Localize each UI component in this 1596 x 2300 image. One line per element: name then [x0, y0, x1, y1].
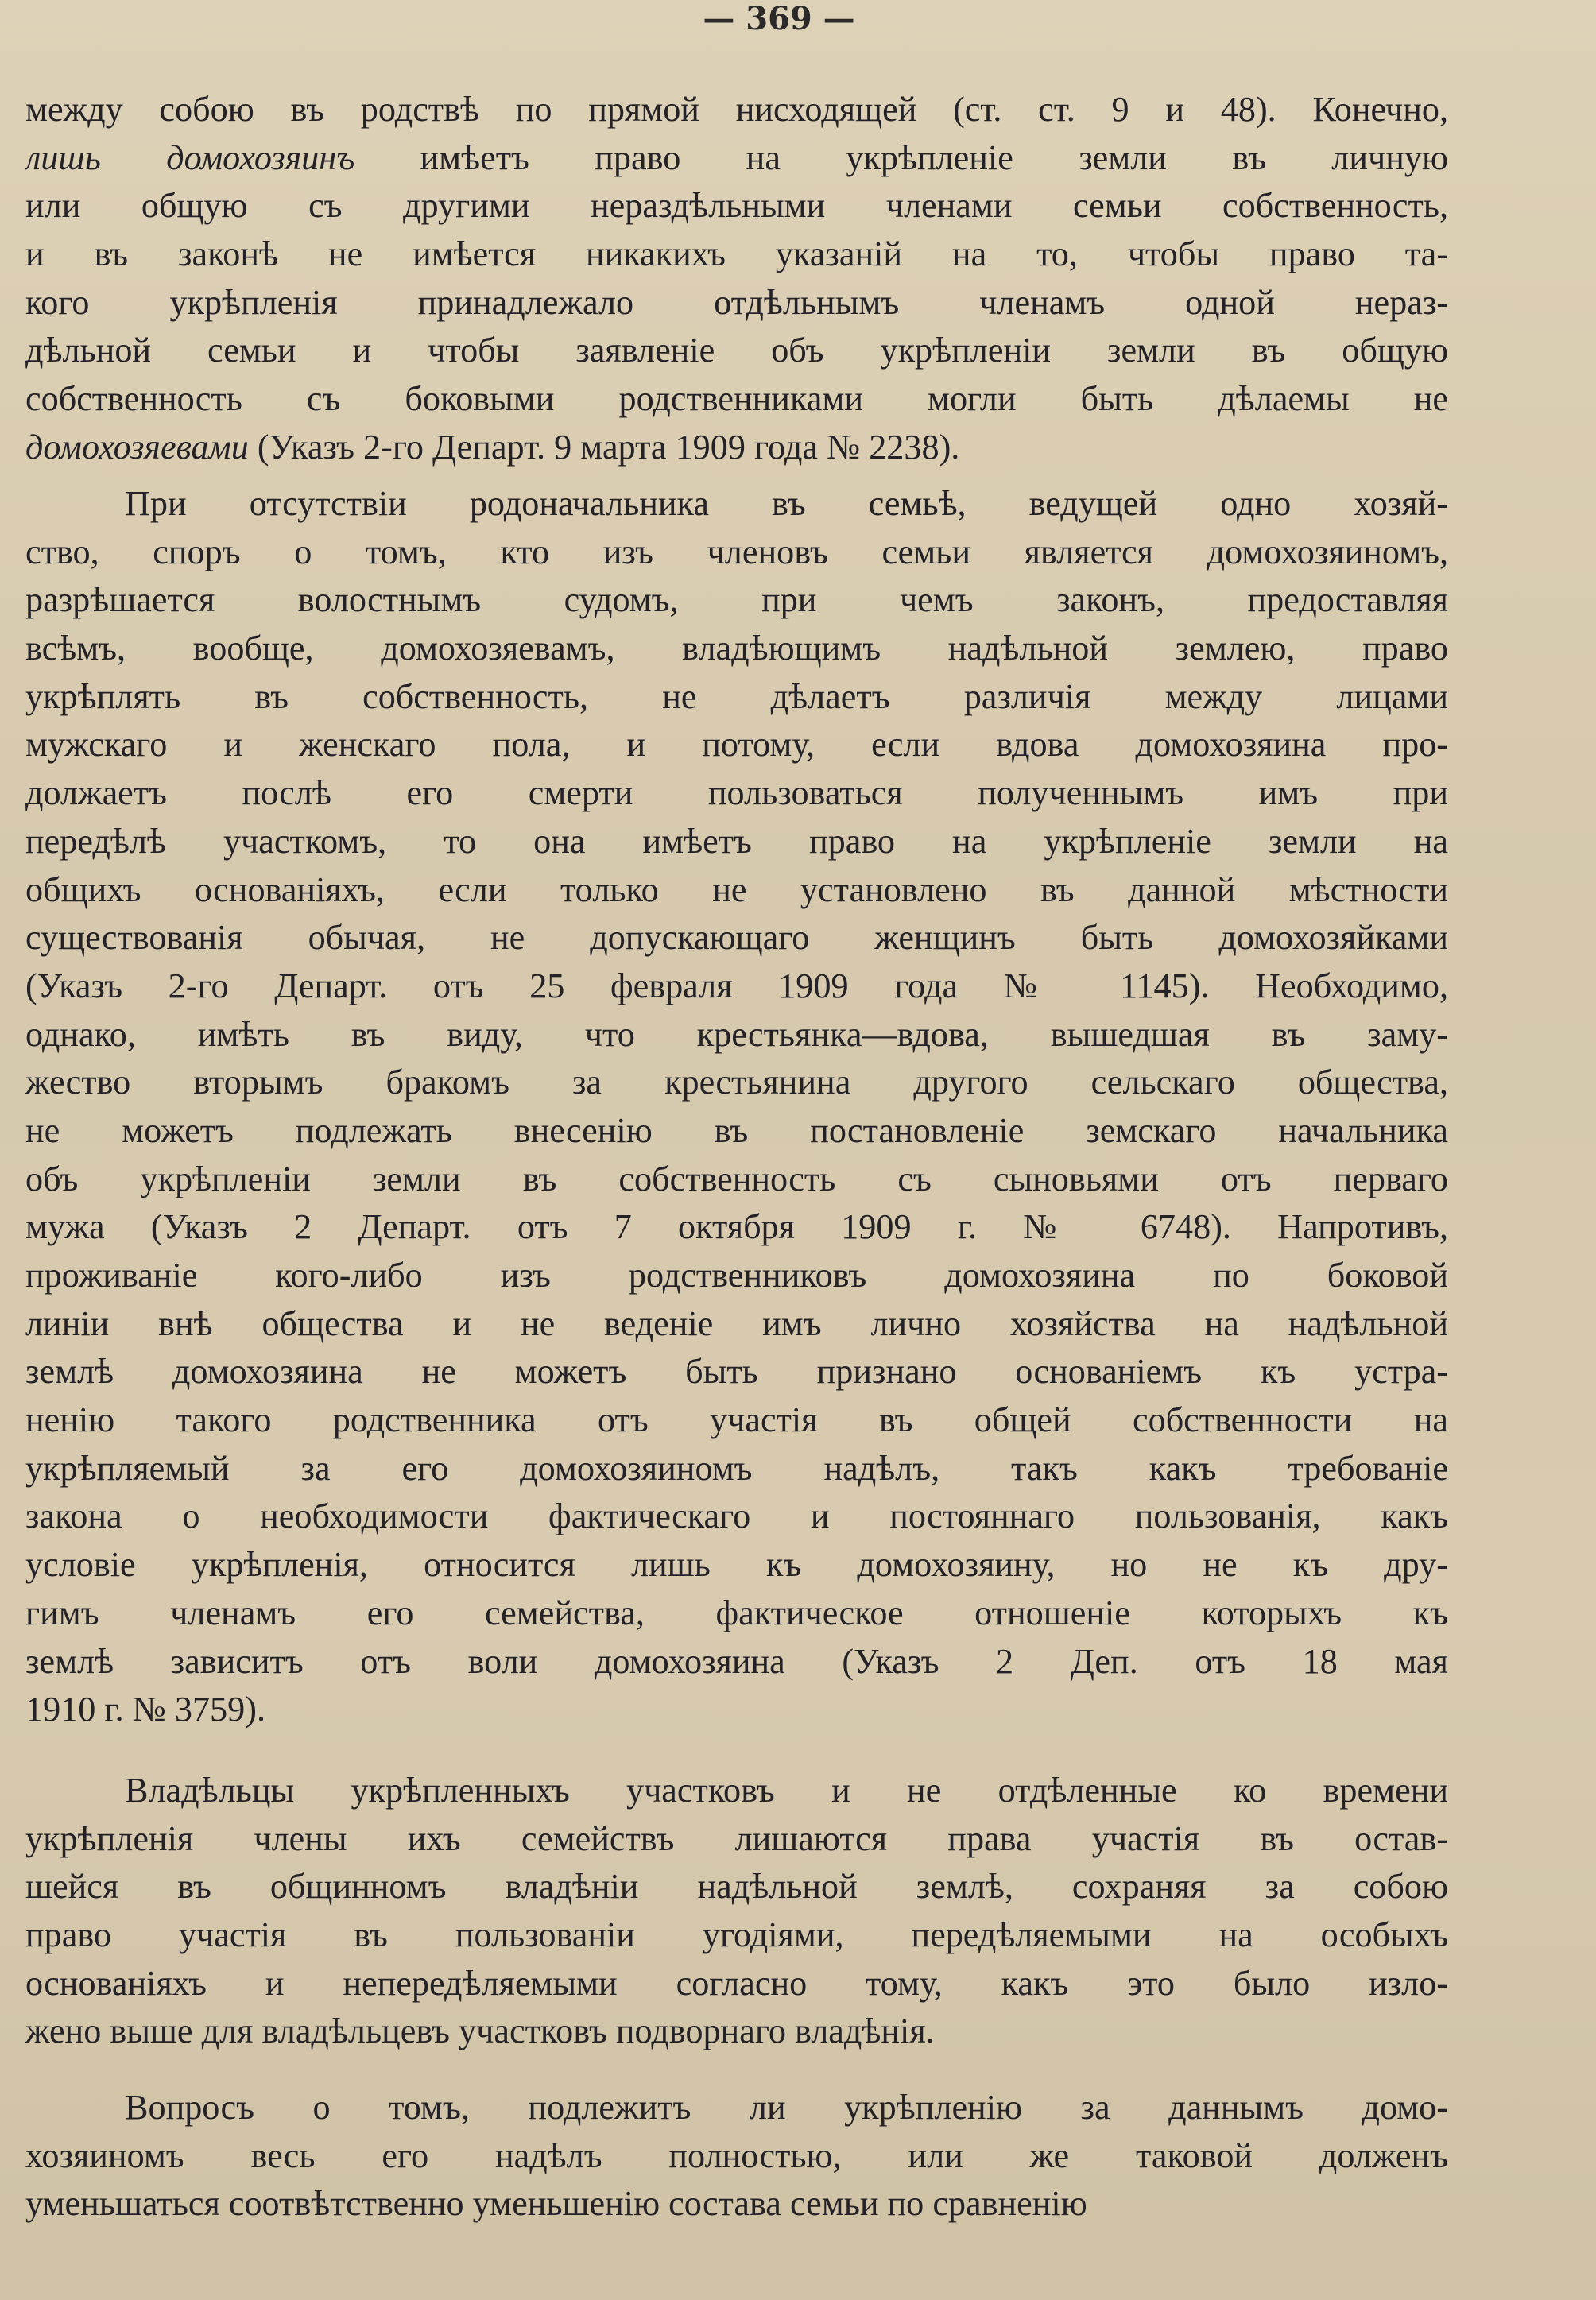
text-line: жено выше для владѣльцевъ участковъ подворнаго владѣнія. [25, 2012, 935, 2051]
text-line: разрѣшается волостнымъ судомъ, при чемъ законъ, предоставляя [25, 580, 1448, 620]
text-line: кого укрѣпленія принадлежало отдѣльнымъ членамъ одной нераз- [25, 282, 1448, 322]
text-line: лишь домохозяинъ имѣетъ право на укрѣпленіе земли въ личную [25, 137, 1448, 177]
text-line: должаетъ послѣ его смерти пользоваться полученнымъ имъ при [25, 773, 1448, 813]
text-line: собственность съ боковыми родственниками могли быть дѣлаемы не [25, 379, 1448, 419]
text-line: укрѣпляемый за его домохозяиномъ надѣлъ, такъ какъ требованіе [25, 1448, 1448, 1488]
text-line: шейся въ общинномъ владѣніи надѣльной землѣ, сохраняя за собою [25, 1867, 1448, 1907]
text-line: жество вторымъ бракомъ за крестьянина другого сельскаго общества, [25, 1063, 1448, 1102]
text-line: Владѣльцы укрѣпленныхъ участковъ и не отдѣленные ко времени [125, 1771, 1448, 1810]
paragraph-2 [25, 480, 1448, 1734]
text-line: между собою въ родствѣ по прямой нисходящей (ст. ст. 9 и 48). Конечно, [25, 90, 1448, 129]
text-line: объ укрѣпленіи земли въ собственность съ сыновьями отъ перваго [25, 1159, 1448, 1198]
text-line: право участія въ пользованіи угодіями, передѣляемыми на особыхъ [25, 1915, 1448, 1955]
text-line: укрѣпленія члены ихъ семействъ лишаются права участія въ остав- [25, 1818, 1448, 1858]
text-line: Вопросъ о томъ, подлежитъ ли укрѣпленію за даннымъ домо- [125, 2088, 1448, 2127]
text-line: землѣ домохозяина не можетъ быть признано основаніемъ къ устра- [25, 1352, 1448, 1392]
text-line: общихъ основаніяхъ, если только не установлено въ данной мѣстности [25, 869, 1448, 909]
text-line: домохозяевами (Указъ 2-го Департ. 9 марта 1909 года № 2238). [25, 427, 960, 467]
text-line: мужа (Указъ 2 Департ. отъ 7 октября 1909 г. № 6748). Напротивъ, [25, 1207, 1448, 1247]
text-line: закона о необходимости фактическаго и постояннаго пользованія, какъ [25, 1497, 1448, 1536]
paragraph-4 [25, 2084, 1448, 2228]
text-line: или общую съ другими нераздѣльными членами семьи собственность, [25, 186, 1448, 226]
text-line: гимъ членамъ его семейства, фактическое отношеніе которыхъ къ [25, 1593, 1448, 1632]
text-line: не можетъ подлежать внесенію въ постановленіе земскаго начальника [25, 1110, 1448, 1150]
text-line: землѣ зависитъ отъ воли домохозяина (Указъ 2 Деп. отъ 18 мая [25, 1641, 1448, 1681]
text-line: существованія обычая, не допускающаго женщинъ быть домохозяйками [25, 918, 1448, 958]
text-line: проживаніе кого-либо изъ родственниковъ домохозяина по боковой [25, 1256, 1448, 1295]
text-line: ство, споръ о томъ, кто изъ членовъ семьи является домохозяиномъ, [25, 532, 1448, 571]
text-line: укрѣплять въ собственность, не дѣлаетъ различія между лицами [25, 676, 1448, 716]
text-line: (Указъ 2-го Департ. отъ 25 февраля 1909 года № 1145). Необходимо, [25, 966, 1448, 1005]
text-line: дѣльной семьи и чтобы заявленіе объ укрѣпленіи земли въ общую [25, 331, 1448, 370]
text-line: передѣлѣ участкомъ, то она имѣетъ право на укрѣпленіе земли на [25, 821, 1448, 861]
text-line: и въ законѣ не имѣется никакихъ указаній на то, чтобы право та- [25, 234, 1448, 274]
page-number: — 369 — [703, 0, 855, 37]
text-line: линіи внѣ общества и не веденіе имъ лично хозяйства на надѣльной [25, 1303, 1448, 1343]
text-line: уменьшаться соотвѣтственно уменьшенію состава семьи по сравненію [25, 2184, 1087, 2224]
text-line: 1910 г. № 3759). [25, 1690, 265, 1729]
text-line: основаніяхъ и непередѣляемыми согласно тому, какъ это было изло- [25, 1963, 1448, 2003]
paragraph-1 [25, 86, 1448, 472]
text-line: При отсутствіи родоначальника въ семьѣ, ведущей одно хозяй- [125, 484, 1448, 523]
text-line: условіе укрѣпленія, относится лишь къ домохозяину, но не къ дру- [25, 1545, 1448, 1585]
text-line: однако, имѣть въ виду, что крестьянка—вдова, вышедшая въ заму- [25, 1014, 1448, 1054]
text-line: мужскаго и женскаго пола, и потому, если вдова домохозяина про- [25, 725, 1448, 765]
text-line: ненію такого родственника отъ участія въ общей собственности на [25, 1400, 1448, 1440]
paragraph-3 [25, 1767, 1448, 2056]
text-line: всѣмъ, вообще, домохозяевамъ, владѣющимъ надѣльной землею, право [25, 629, 1448, 668]
text-line: хозяиномъ весь его надѣлъ полностью, или же таковой долженъ [25, 2135, 1448, 2175]
